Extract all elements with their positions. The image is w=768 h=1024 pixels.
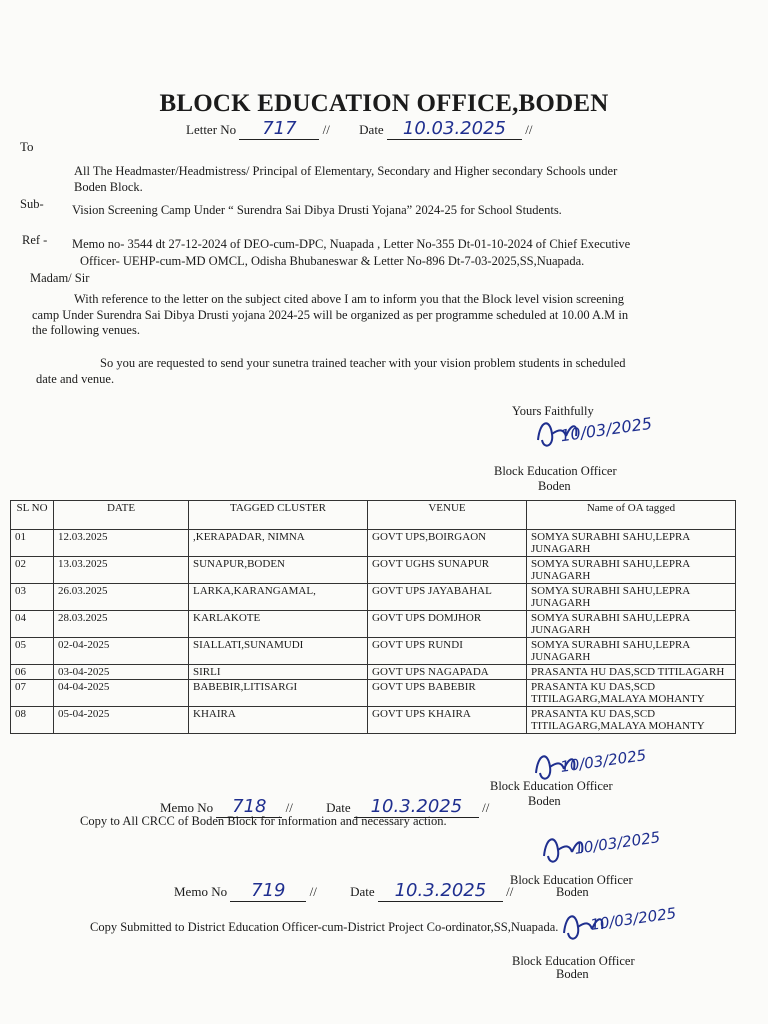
cell-date: 04-04-2025 — [54, 680, 189, 707]
table-row — [11, 611, 736, 638]
cell-oa: PRASANTA KU DAS,SCD TITILAGARG,MALAYA MOHANTY — [527, 680, 736, 707]
cell-date: 12.03.2025 — [54, 530, 189, 557]
signatory-title-3: Block Education Officer — [510, 873, 633, 887]
cell-date: 13.03.2025 — [54, 557, 189, 584]
cell-sl: 04 — [11, 611, 54, 638]
cell-sl: 02 — [11, 557, 54, 584]
signature-1-date: 10/03/2025 — [559, 413, 654, 446]
table-row — [11, 638, 736, 665]
cell-oa: SOMYA SURABHI SAHU,LEPRA JUNAGARH — [527, 557, 736, 584]
header-sl-no: SL NO — [11, 501, 54, 530]
cell-venue: GOVT UGHS SUNAPUR — [368, 557, 527, 584]
subject-label: Sub- — [20, 197, 44, 211]
cell-venue: GOVT UPS KHAIRA — [368, 707, 527, 734]
salutation: Madam/ Sir — [30, 271, 90, 285]
memo-2-date: 10.3.2025 — [378, 880, 503, 902]
table-row — [11, 680, 736, 707]
cell-venue: GOVT UPS,BOIRGAON — [368, 530, 527, 557]
cell-venue: GOVT UPS JAYABAHAL — [368, 584, 527, 611]
table-row — [11, 707, 736, 734]
signature-2-date: 10/03/2025 — [559, 746, 648, 776]
cell-date: 05-04-2025 — [54, 707, 189, 734]
letter-date-value: 10.03.2025 — [387, 118, 522, 140]
cell-oa: SOMYA SURABHI SAHU,LEPRA JUNAGARH — [527, 638, 736, 665]
cell-oa: SOMYA SURABHI SAHU,LEPRA JUNAGARH — [527, 530, 736, 557]
cell-sl: 01 — [11, 530, 54, 557]
header-date: DATE — [54, 501, 189, 530]
body-p1-line3: the following venues. — [32, 323, 140, 337]
signatory-title-4: Block Education Officer — [512, 954, 635, 968]
header-oa-name: Name of OA tagged — [527, 501, 736, 530]
signature-3-date: 10/03/2025 — [573, 828, 662, 858]
cell-venue: GOVT UPS BABEBIR — [368, 680, 527, 707]
subject-text: Vision Screening Camp Under “ Surendra Sai Dibya Drusti Yojana” 2024-25 for School Students. — [72, 203, 562, 217]
venue-table — [10, 500, 736, 734]
signatory-place-2: Boden — [528, 794, 561, 808]
addressee-line2: Boden Block. — [74, 180, 143, 194]
signature-4-date: 10/03/2025 — [589, 904, 678, 934]
cell-venue: GOVT UPS NAGAPADA — [368, 665, 527, 680]
cell-cluster: BABEBIR,LITISARGI — [189, 680, 368, 707]
header-tagged-cluster: TAGGED CLUSTER — [189, 501, 368, 530]
reference-label: Ref - — [22, 233, 48, 247]
header-venue: VENUE — [368, 501, 527, 530]
table-row — [11, 557, 736, 584]
body-p1-line2: camp Under Surendra Sai Dibya Drusti yojana 2024-25 will be organized as per programme scheduled at 10.00 A.M in — [32, 308, 629, 322]
body-p1-line1: With reference to the letter on the subject cited above I am to inform you that the Block level vision screening — [74, 292, 625, 306]
cell-oa: PRASANTA KU DAS,SCD TITILAGARG,MALAYA MOHANTY — [527, 707, 736, 734]
memo-2-no: 719 — [230, 880, 306, 902]
memo-2-row: Memo No 719 // Date 10.3.2025 // — [174, 880, 514, 901]
memo-2-date-label: Date — [350, 884, 375, 899]
cell-cluster: LARKA,KARANGAMAL, — [189, 584, 368, 611]
signatory-place-3: Boden — [556, 885, 589, 899]
cell-sl: 05 — [11, 638, 54, 665]
memo-1-date: 10.3.2025 — [354, 796, 479, 818]
cell-oa: SOMYA SURABHI SAHU,LEPRA JUNAGARH — [527, 584, 736, 611]
letter-no-label: Letter No — [186, 122, 237, 137]
memo-1-text: Copy to All CRCC of Boden Block for information and necessary action. — [80, 814, 447, 828]
signatory-title-1: Block Education Officer — [494, 464, 617, 478]
letter-number-row: Letter No 717 // Date 10.03.2025 // — [186, 118, 533, 139]
body-p2-line2: date and venue. — [36, 372, 115, 386]
signatory-place-1: Boden — [538, 479, 571, 493]
cell-date: 26.03.2025 — [54, 584, 189, 611]
cell-cluster: SIALLATI,SUNAMUDI — [189, 638, 368, 665]
cell-cluster: ,KERAPADAR, NIMNA — [189, 530, 368, 557]
letter-date-label: Date — [359, 122, 384, 137]
office-title: BLOCK EDUCATION OFFICE,BODEN — [159, 90, 609, 117]
cell-date: 02-04-2025 — [54, 638, 189, 665]
body-p2-line1: So you are requested to send your sunetra trained teacher with your vision problem students in scheduled — [100, 356, 626, 370]
addressee-line1: All The Headmaster/Headmistress/ Principal of Elementary, Secondary and Higher secondary Schools under — [74, 164, 618, 178]
cell-cluster: KARLAKOTE — [189, 611, 368, 638]
cell-venue: GOVT UPS RUNDI — [368, 638, 527, 665]
table-row — [11, 584, 736, 611]
reference-line2: Officer- UEHP-cum-MD OMCL, Odisha Bhubaneswar & Letter No-896 Dt-7-03-2025,SS,Nuapada. — [80, 254, 585, 268]
cell-venue: GOVT UPS DOMJHOR — [368, 611, 527, 638]
closing: Yours Faithfully — [512, 404, 594, 418]
table-row — [11, 530, 736, 557]
cell-sl: 08 — [11, 707, 54, 734]
table-row — [11, 665, 736, 680]
cell-cluster: KHAIRA — [189, 707, 368, 734]
memo-1-label: Memo No — [160, 800, 214, 815]
memo-1-no: 718 — [216, 796, 282, 818]
cell-oa: SOMYA SURABHI SAHU,LEPRA JUNAGARH — [527, 611, 736, 638]
cell-date: 03-04-2025 — [54, 665, 189, 680]
cell-cluster: SUNAPUR,BODEN — [189, 557, 368, 584]
to-label: To — [20, 139, 34, 154]
reference-line1: Memo no- 3544 dt 27-12-2024 of DEO-cum-DPC, Nuapada , Letter No-355 Dt-01-10-2024 of Chief Executive — [72, 237, 631, 251]
cell-oa: PRASANTA HU DAS,SCD TITILAGARH — [527, 665, 736, 680]
cell-sl: 03 — [11, 584, 54, 611]
cell-cluster: SIRLI — [189, 665, 368, 680]
cell-sl: 06 — [11, 665, 54, 680]
memo-2-label: Memo No — [174, 884, 228, 899]
memo-1-date-label: Date — [326, 800, 351, 815]
cell-date: 28.03.2025 — [54, 611, 189, 638]
signatory-place-4: Boden — [556, 967, 589, 981]
memo-2-text: Copy Submitted to District Education Officer-cum-District Project Co-ordinator,SS,Nuapada. — [90, 920, 559, 934]
letter-no-value: 717 — [239, 118, 319, 140]
table-header-row — [11, 501, 736, 530]
signatory-title-2: Block Education Officer — [490, 779, 613, 793]
cell-sl: 07 — [11, 680, 54, 707]
memo-1-row: Memo No 718 // Date 10.3.2025 // — [160, 796, 490, 817]
